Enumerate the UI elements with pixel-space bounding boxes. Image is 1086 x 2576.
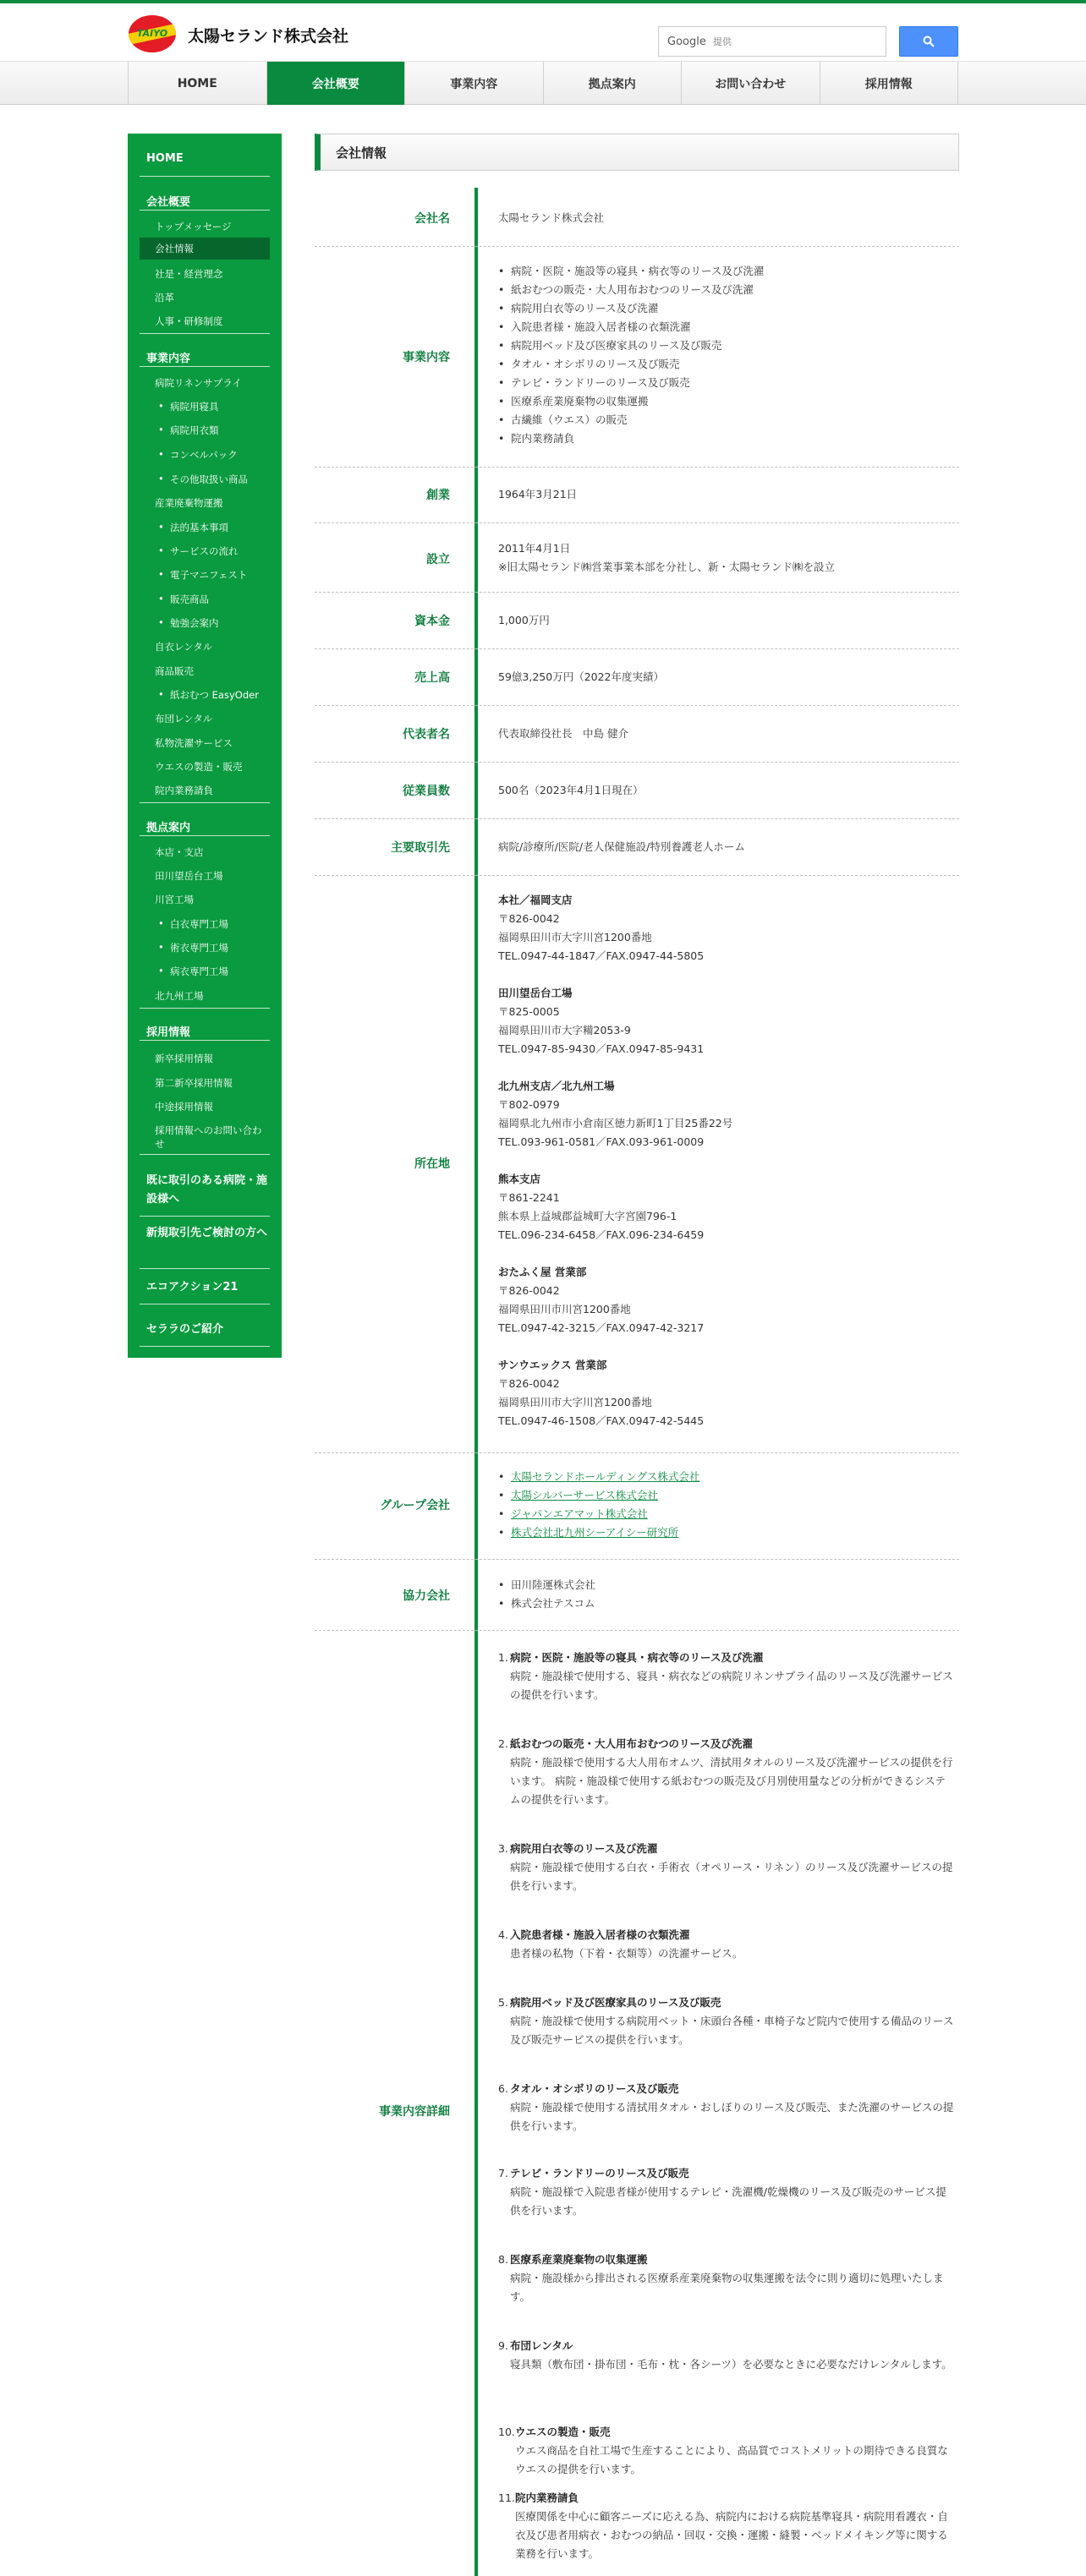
group-item bbox=[498, 1486, 955, 1505]
detail-number: 4. bbox=[498, 1928, 508, 1941]
nav-item-4[interactable]: お問い合わせ bbox=[682, 62, 820, 105]
sidebar-link[interactable]: エコアクション21 bbox=[146, 1281, 239, 1293]
sidebar-link[interactable]: セララのご紹介 bbox=[146, 1323, 224, 1336]
sales-label: 売上高 bbox=[414, 671, 450, 685]
row-divider bbox=[315, 1559, 959, 1560]
group-label: グループ会社 bbox=[380, 1499, 450, 1512]
detail-body: ウエス商品を自社工場で生産することにより、高品質でコストメリットの期待できる良質なウエスの提供を行います。 bbox=[515, 2444, 948, 2475]
search-input[interactable] bbox=[658, 26, 886, 57]
sidebar-divider bbox=[140, 366, 270, 367]
representative-value: 代表取締役社長 中島 健介 bbox=[498, 727, 628, 740]
sidebar-item[interactable]: 新卒採用情報 bbox=[155, 1053, 213, 1064]
location-tel: TEL.0947-44-1847／FAX.0947-44-5805 bbox=[498, 949, 705, 962]
sidebar-item[interactable]: • 病院用寝具 bbox=[140, 400, 270, 413]
sidebar-item[interactable]: • 法的基本事項 bbox=[140, 521, 270, 534]
detail-number: 6. bbox=[498, 2082, 508, 2095]
business-item: • 病院・医院・施設等の寝具・病衣等のリース及び洗濯 bbox=[498, 262, 955, 281]
location-name: おたふく屋 営業部 bbox=[498, 1266, 587, 1278]
detail-item bbox=[498, 2164, 955, 2220]
business-item: • タオル・オシボリのリース及び販売 bbox=[498, 355, 955, 374]
detail-body: 病院・施設様で使用する白衣・手術衣（オペリース・リネン）のリース及び洗濯サービスの提供を行います。 bbox=[510, 1861, 953, 1892]
sidebar-divider bbox=[140, 1040, 270, 1041]
sidebar-link[interactable]: 既に取引のある病院・施設様へ bbox=[146, 1174, 268, 1206]
sidebar-divider bbox=[140, 1268, 270, 1269]
site-header bbox=[0, 3, 1086, 61]
business-item: • 院内業務請負 bbox=[498, 429, 955, 448]
detail-body: 病院・施設様で使用する大人用布オムツ、清拭用タオルのリース及び洗濯サービスの提供を行います。 病院・施設様で使用する紙おむつの販売及び月別使用量などの分析ができるシステムの提供を行います。 bbox=[510, 1756, 953, 1806]
location-address: 福岡県田川市大字川宮1200番地 bbox=[498, 931, 652, 943]
sidebar-item[interactable]: ウエスの製造・販売 bbox=[155, 761, 243, 773]
group-item bbox=[498, 1468, 955, 1486]
detail-item bbox=[498, 1735, 955, 1809]
search-placeholder: 提供 bbox=[712, 36, 732, 47]
detail-item bbox=[498, 2423, 955, 2479]
locations-label: 所在地 bbox=[414, 1157, 450, 1171]
detail-number: 8. bbox=[498, 2253, 508, 2266]
sidebar-item[interactable]: 私物洗濯サービス bbox=[155, 737, 233, 749]
location-zip: 〒802-0979 bbox=[498, 1098, 560, 1111]
sidebar-item[interactable]: 田川望岳台工場 bbox=[155, 870, 223, 882]
sidebar-item[interactable]: 採用情報へのお問い合わせ bbox=[155, 1124, 262, 1150]
sidebar-home[interactable]: HOME bbox=[146, 152, 184, 165]
row-divider bbox=[315, 522, 959, 523]
sidebar-section-title[interactable]: 採用情報 bbox=[146, 1026, 191, 1039]
group-company-link[interactable]: 株式会社北九州シーアイシー研究所 bbox=[511, 1526, 679, 1539]
founded-value: 1964年3月21日 bbox=[498, 488, 578, 500]
sidebar-item[interactable]: 本店・支店 bbox=[155, 846, 204, 858]
location-block bbox=[498, 1170, 955, 1244]
google-brand: Google bbox=[667, 35, 706, 48]
detail-number: 5. bbox=[498, 1996, 508, 2009]
sales-value: 59億3,250万円（2022年度実績） bbox=[498, 670, 665, 683]
sidebar-item[interactable]: 院内業務請負 bbox=[155, 785, 213, 796]
established-date: 2011年4月1日 bbox=[498, 542, 571, 555]
business-item: • 紙おむつの販売・大人用布おむつのリース及び洗濯 bbox=[498, 281, 955, 299]
company-logo[interactable]: TAIYO bbox=[129, 15, 176, 52]
representative-label: 代表者名 bbox=[403, 728, 450, 741]
row-divider bbox=[315, 592, 959, 593]
detail-title: 入院患者様・施設入居者様の衣類洗濯 bbox=[510, 1928, 690, 1941]
sidebar-item[interactable]: 人事・研修制度 bbox=[155, 315, 223, 327]
detail-number: 11. bbox=[498, 2491, 515, 2504]
detail-body: 病院・施設様で使用する病院用ベット・床頭台各種・車椅子など院内で使用する備品のリース及び販売サービスの提供を行います。 bbox=[510, 2015, 954, 2046]
group-item bbox=[498, 1505, 955, 1523]
nav-item-2[interactable]: 事業内容 bbox=[405, 62, 544, 105]
clients-label: 主要取引先 bbox=[391, 841, 450, 855]
sidebar bbox=[128, 134, 282, 1358]
location-address: 熊本県上益城郡益城町大字宮園796-1 bbox=[498, 1210, 677, 1222]
location-address: 福岡県北九州市小倉南区徳力新町1丁目25番22号 bbox=[498, 1117, 733, 1129]
sidebar-item[interactable]: • その他取扱い商品 bbox=[140, 473, 270, 486]
search-button[interactable] bbox=[899, 26, 958, 57]
detail-body: 患者様の私物（下着・衣類等）の洗濯サービス。 bbox=[510, 1947, 743, 1960]
detail-body: 医療関係を中心に顧客ニーズに応える為、病院内における病院基準寝具・病院用看護衣・自衣及び患者用病衣・おむつの納品・回収・交換・運搬・縫製・ベッドメイキング等に関する業務を行います。 bbox=[515, 2510, 948, 2560]
sidebar-divider bbox=[140, 835, 270, 836]
location-block bbox=[498, 1263, 955, 1337]
location-block bbox=[498, 984, 955, 1058]
sidebar-item[interactable]: • サービスの流れ bbox=[140, 544, 270, 558]
details-label: 事業内容詳細 bbox=[379, 2105, 450, 2119]
row-divider bbox=[315, 762, 959, 763]
sidebar-divider bbox=[140, 1216, 270, 1217]
sidebar-item[interactable]: 川宮工場 bbox=[155, 894, 194, 905]
detail-body: 寝具類（敷布団・掛布団・毛布・枕・各シーツ）を必要なときに必要なだけレンタルします。 bbox=[510, 2358, 952, 2371]
sidebar-divider bbox=[140, 1154, 270, 1155]
capital-label: 資本金 bbox=[414, 615, 450, 628]
group-list bbox=[498, 1468, 955, 1542]
sidebar-item[interactable]: • 術衣専門工場 bbox=[140, 941, 270, 954]
business-item: • 医療系産業廃棄物の収集運搬 bbox=[498, 392, 955, 411]
business-item: • テレビ・ランドリーのリース及び販売 bbox=[498, 374, 955, 392]
sidebar-item[interactable]: • 販売商品 bbox=[140, 593, 270, 606]
location-name: サンウエックス 営業部 bbox=[498, 1359, 607, 1371]
location-block bbox=[498, 1077, 955, 1151]
group-company-link[interactable]: ジャパンエアマット株式会社 bbox=[511, 1507, 648, 1520]
row-divider bbox=[315, 875, 959, 876]
row-divider bbox=[315, 1630, 959, 1631]
detail-item bbox=[498, 1994, 955, 2049]
company-label: 会社名 bbox=[414, 212, 450, 226]
sidebar-link[interactable]: 新規取引先ご検討の方へ bbox=[146, 1227, 268, 1239]
sidebar-item[interactable]: 自衣レンタル bbox=[155, 641, 213, 653]
sidebar-item[interactable]: 沿革 bbox=[155, 292, 174, 304]
sidebar-item[interactable]: トップメッセージ bbox=[155, 221, 232, 232]
established-value bbox=[498, 539, 955, 577]
page-title: 会社情報 bbox=[315, 134, 959, 171]
location-block bbox=[498, 1356, 955, 1430]
location-address: 福岡県田川市大字川宮1200番地 bbox=[498, 1396, 652, 1408]
sidebar-item[interactable]: 病院リネンサプライ bbox=[155, 377, 242, 389]
group-company-link[interactable]: 太陽セランドホールディングス株式会社 bbox=[511, 1470, 700, 1483]
detail-item bbox=[498, 2080, 955, 2136]
detail-title: ウエスの製造・販売 bbox=[515, 2426, 611, 2438]
location-name: 本社／福岡支店 bbox=[498, 894, 573, 906]
detail-number: 1. bbox=[498, 1651, 508, 1664]
sidebar-section-title[interactable]: 拠点案内 bbox=[146, 822, 191, 834]
row-divider bbox=[315, 705, 959, 706]
location-name: 田川望岳台工場 bbox=[498, 987, 573, 999]
detail-body: 病院・施設様から排出される医療系産業廃棄物の収集運搬を法令に則り適切に処理いたします。 bbox=[510, 2272, 944, 2303]
location-tel: TEL.096-234-6458／FAX.096-234-6459 bbox=[498, 1228, 705, 1241]
row-divider bbox=[315, 467, 959, 468]
detail-title: テレビ・ランドリーのリース及び販売 bbox=[510, 2167, 689, 2179]
detail-number: 3. bbox=[498, 1842, 508, 1855]
sidebar-divider bbox=[140, 802, 270, 803]
location-tel: TEL.0947-46-1508／FAX.0947-42-5445 bbox=[498, 1414, 705, 1427]
sidebar-item[interactable]: • 電子マニフェスト bbox=[140, 568, 270, 582]
detail-item bbox=[498, 2489, 955, 2563]
detail-item bbox=[498, 1840, 955, 1895]
partners-list bbox=[498, 1576, 955, 1613]
clients-value: 病院/診療所/医院/老人保健施設/特別養護老人ホーム bbox=[498, 840, 745, 853]
nav-item-1[interactable]: 会社概要 bbox=[267, 62, 406, 105]
detail-number: 9. bbox=[498, 2339, 508, 2352]
detail-title: 医療系産業廃棄物の収集運搬 bbox=[510, 2253, 648, 2266]
company-name[interactable]: 太陽セランド株式会社 bbox=[188, 27, 349, 46]
location-name: 熊本支店 bbox=[498, 1173, 541, 1185]
detail-title: 布団レンタル bbox=[510, 2339, 573, 2352]
sidebar-item[interactable]: • 病院用衣類 bbox=[140, 424, 270, 437]
sidebar-item[interactable]: 商品販売 bbox=[155, 665, 194, 677]
established-label: 設立 bbox=[426, 553, 450, 566]
founded-label: 創業 bbox=[426, 489, 450, 502]
location-zip: 〒825-0005 bbox=[498, 1005, 560, 1018]
detail-title: 病院・医院・施設等の寝具・病衣等のリース及び洗濯 bbox=[510, 1651, 764, 1664]
sidebar-item[interactable]: • 病衣専門工場 bbox=[140, 965, 270, 978]
sidebar-item[interactable]: 産業廃棄物運搬 bbox=[155, 497, 223, 509]
location-name: 北九州支店／北九州工場 bbox=[498, 1080, 615, 1092]
sidebar-item[interactable]: 第二新卒採用情報 bbox=[155, 1077, 233, 1089]
sidebar-item[interactable]: 北九州工場 bbox=[155, 990, 204, 1002]
nav-item-5[interactable]: 採用情報 bbox=[820, 62, 959, 105]
sidebar-item[interactable]: 社是・経営理念 bbox=[155, 268, 223, 280]
detail-item bbox=[498, 2251, 955, 2306]
group-company-link[interactable]: 太陽シルバーサービス株式会社 bbox=[511, 1489, 658, 1501]
sidebar-divider bbox=[140, 176, 270, 177]
nav-item-3[interactable]: 拠点案内 bbox=[544, 62, 683, 105]
employees-value: 500名（2023年4月1日現在） bbox=[498, 784, 644, 796]
location-zip: 〒861-2241 bbox=[498, 1191, 560, 1204]
sidebar-divider bbox=[140, 1008, 270, 1009]
detail-body: 病院・施設様で入院患者様が使用するテレビ・洗濯機/乾燥機のリース及び販売のサービス提供を行います。 bbox=[510, 2185, 946, 2217]
location-tel: TEL.0947-85-9430／FAX.0947-85-9431 bbox=[498, 1042, 705, 1055]
row-divider bbox=[315, 1452, 959, 1453]
nav-item-0[interactable]: HOME bbox=[129, 62, 267, 105]
partner-item: • 田川陸運株式会社 bbox=[498, 1576, 955, 1594]
sidebar-section-title[interactable]: 会社概要 bbox=[146, 196, 191, 209]
sidebar-item[interactable]: 会社情報 bbox=[140, 238, 270, 260]
row-divider bbox=[315, 246, 959, 247]
detail-title: 病院用ベッド及び医療家具のリース及び販売 bbox=[510, 1996, 721, 2009]
location-zip: 〒826-0042 bbox=[498, 912, 560, 925]
detail-body: 病院・施設様で使用する清拭用タオル・おしぼりのリース及び販売、また洗濯のサービスの提供を行います。 bbox=[510, 2101, 954, 2132]
row-divider bbox=[315, 818, 959, 819]
business-item: • 病院用白衣等のリース及び洗濯 bbox=[498, 299, 955, 318]
detail-number: 10. bbox=[498, 2426, 515, 2438]
sidebar-item[interactable]: • 勉強会案内 bbox=[140, 616, 270, 630]
partners-label: 協力会社 bbox=[403, 1589, 450, 1603]
detail-title: 院内業務請負 bbox=[515, 2491, 579, 2504]
detail-item bbox=[498, 1926, 955, 1963]
sidebar-item[interactable]: 布団レンタル bbox=[155, 713, 213, 725]
sidebar-section-title[interactable]: 事業内容 bbox=[146, 353, 191, 365]
locations-list bbox=[498, 891, 955, 1449]
company-value: 太陽セランド株式会社 bbox=[498, 211, 605, 224]
search-icon bbox=[923, 36, 935, 47]
detail-title: 病院用白衣等のリース及び洗濯 bbox=[510, 1842, 658, 1855]
sidebar-item[interactable]: • 白衣専門工場 bbox=[140, 917, 270, 931]
detail-number: 7. bbox=[498, 2167, 508, 2179]
detail-item bbox=[498, 2337, 955, 2374]
location-address: 福岡県田川市川宮1200番地 bbox=[498, 1303, 631, 1315]
employees-label: 従業員数 bbox=[403, 785, 450, 798]
location-address: 福岡県田川市大字糒2053-9 bbox=[498, 1024, 631, 1036]
business-list bbox=[498, 262, 955, 448]
detail-title: タオル・オシボリのリース及び販売 bbox=[510, 2082, 679, 2095]
location-zip: 〒826-0042 bbox=[498, 1377, 560, 1390]
location-block bbox=[498, 891, 955, 965]
business-item: • 病院用ベッド及び医療家具のリース及び販売 bbox=[498, 336, 955, 355]
location-tel: TEL.093-961-0581／FAX.093-961-0009 bbox=[498, 1135, 705, 1148]
row-divider bbox=[315, 648, 959, 649]
detail-number: 2. bbox=[498, 1737, 508, 1750]
global-nav bbox=[0, 61, 1086, 105]
table-divider bbox=[474, 188, 478, 2576]
location-tel: TEL.0947-42-3215／FAX.0947-42-3217 bbox=[498, 1321, 705, 1334]
detail-body: 病院・施設様で使用する、寝具・病衣などの病院リネンサプライ品のリース及び洗濯サービスの提供を行います。 bbox=[510, 1670, 953, 1701]
detail-item bbox=[498, 1649, 955, 1704]
established-note: ※旧太陽セランド㈱営業事業本部を分社し、新・太陽セランド㈱を設立 bbox=[498, 561, 835, 573]
location-zip: 〒826-0042 bbox=[498, 1284, 560, 1297]
capital-value: 1,000万円 bbox=[498, 614, 550, 626]
sidebar-divider bbox=[140, 210, 270, 211]
sidebar-item[interactable]: • コンベルパック bbox=[140, 448, 270, 462]
business-item: • 古繊維（ウエス）の販売 bbox=[498, 411, 955, 429]
sidebar-item[interactable]: • 紙おむつ EasyOder bbox=[140, 688, 270, 702]
sidebar-divider bbox=[140, 1346, 270, 1347]
sidebar-divider bbox=[140, 333, 270, 334]
business-label: 事業内容 bbox=[403, 351, 450, 364]
partner-item: • 株式会社テスコム bbox=[498, 1594, 955, 1613]
business-item: • 入院患者様・施設入居者様の衣類洗濯 bbox=[498, 318, 955, 336]
group-item bbox=[498, 1523, 955, 1542]
detail-title: 紙おむつの販売・大人用布おむつのリース及び洗濯 bbox=[510, 1737, 753, 1750]
sidebar-item[interactable]: 中途採用情報 bbox=[155, 1101, 213, 1113]
